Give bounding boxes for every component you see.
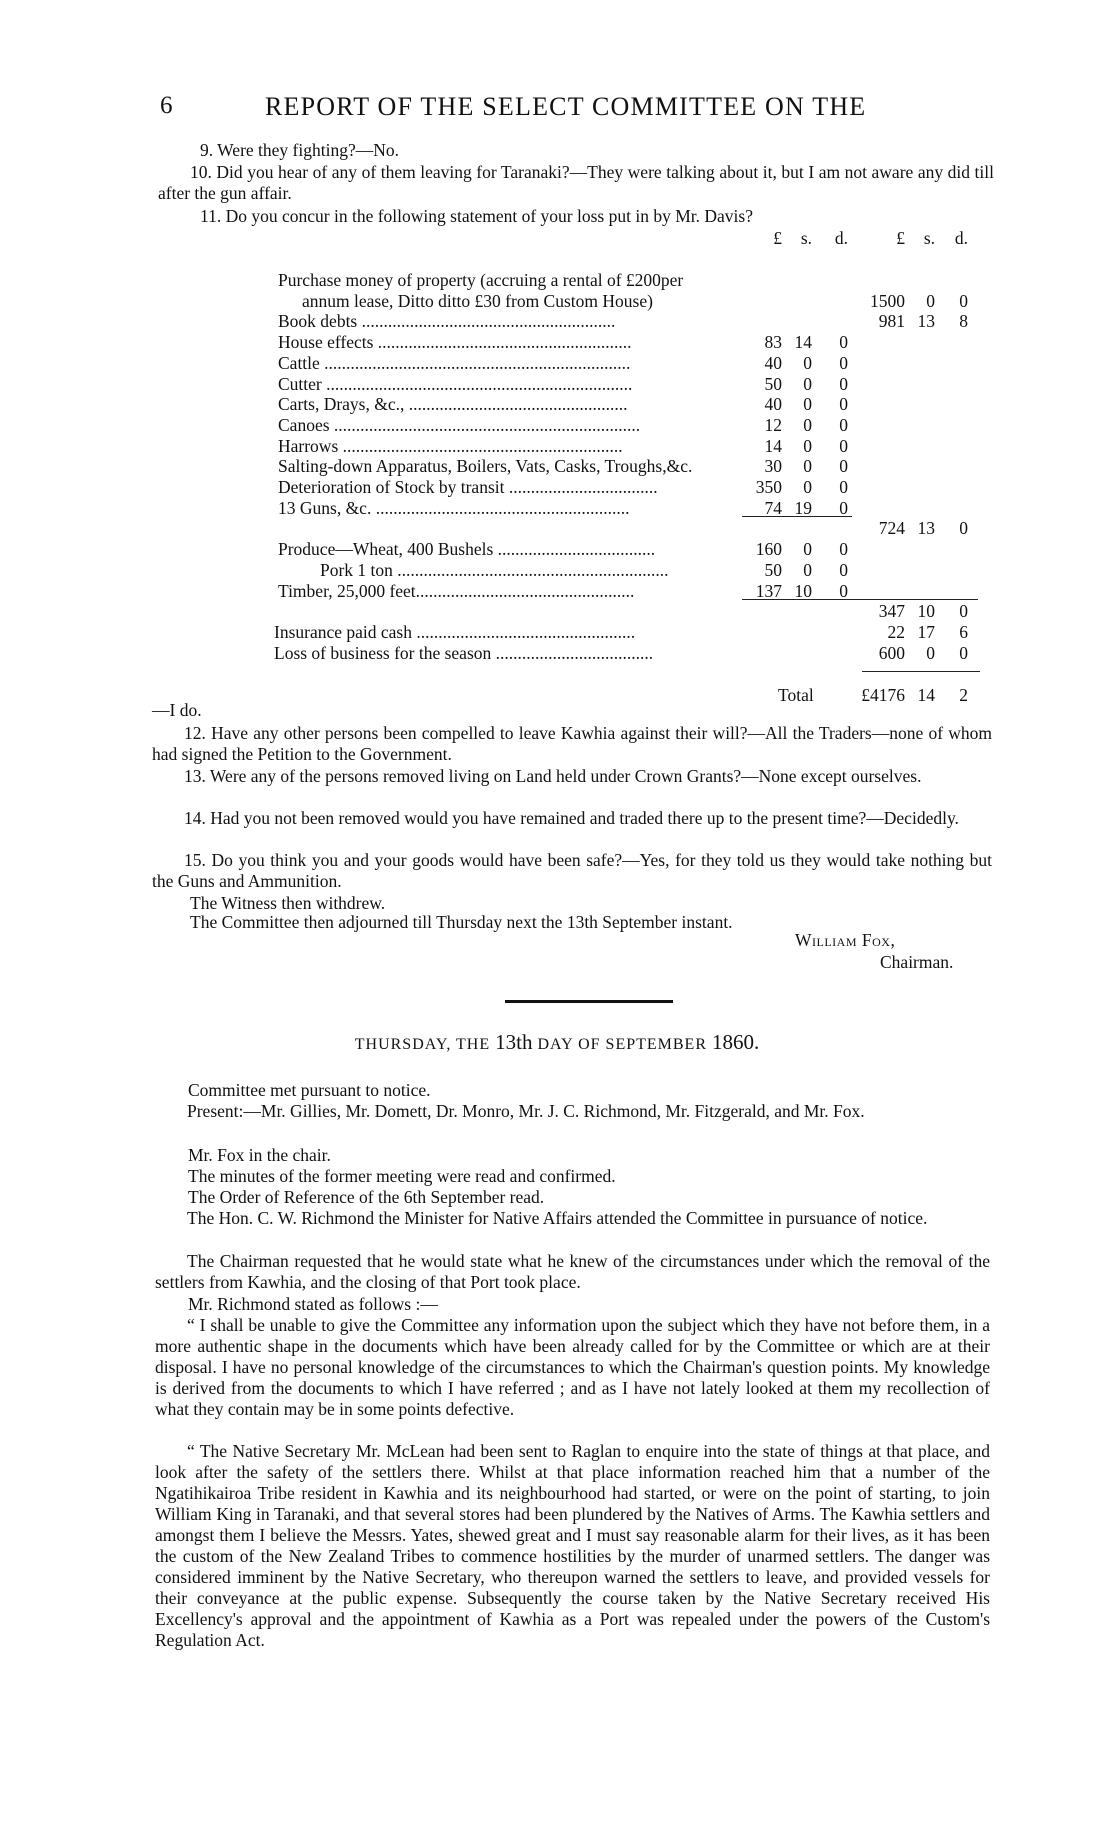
table-cell-amount: 0	[803, 456, 812, 477]
day-heading-year: 1860.	[712, 1030, 760, 1054]
table-cell-subtotal: 981	[878, 311, 905, 332]
minutes-line: The Order of Reference of the 6th September read.	[188, 1187, 545, 1207]
table-cell-amount: 74	[764, 497, 782, 518]
table-cell-subtotal: 10	[917, 601, 935, 622]
table-cell-subtotal: 1500	[870, 290, 905, 311]
table-cell-amount: 0	[803, 559, 812, 580]
table-cell-amount: 0	[839, 373, 848, 394]
table-cell-amount: 50	[764, 559, 782, 580]
table-cell-subtotal: 6	[959, 621, 968, 642]
table-cell-amount: 0	[803, 477, 812, 497]
section-separator	[505, 1000, 673, 1003]
table-total-value: £4176	[861, 685, 905, 706]
page-title: REPORT OF THE SELECT COMMITTEE ON THE	[265, 92, 867, 121]
table-rule	[742, 599, 978, 600]
table-cell-subtotal: 0	[926, 642, 935, 663]
table-cell-subtotal: 0	[959, 290, 968, 311]
table-cell-amount: 0	[803, 414, 812, 435]
question-10: 10. Did you hear of any of them leaving for Taranaki?—They were talking about it, but I am not aware any did till after the gun affair.	[158, 162, 994, 203]
table-cell-amount: 12	[764, 414, 782, 435]
table-col-header: £	[773, 228, 782, 248]
table-cell-subtotal: 8	[959, 311, 968, 332]
table-cell-amount: 0	[839, 435, 848, 456]
table-rule	[862, 671, 980, 672]
table-rule	[742, 516, 852, 517]
table-cell-amount: 0	[839, 332, 848, 353]
minutes-line: The Hon. C. W. Richmond the Minister for Native Affairs attended the Committee in pursuance of notice.	[187, 1208, 928, 1228]
table-row-label: Harrows ................................................................	[278, 435, 623, 456]
table-cell-amount: 0	[839, 394, 848, 415]
day-heading-day: 13th	[495, 1030, 533, 1054]
table-total-label: Total	[778, 685, 814, 706]
table-row-label: Insurance paid cash ..................................................	[274, 621, 636, 642]
table-row-label: Produce—Wheat, 400 Bushels ....................................	[278, 539, 656, 560]
table-row-label: Cutter ......................................................................	[278, 373, 633, 394]
table-cell-amount: 0	[803, 373, 812, 394]
table-row-label: House effects ..........................................................	[278, 332, 632, 353]
adjournment-note: The Committee then adjourned till Thursday next the 13th September instant.	[190, 912, 733, 932]
table-total-value: 2	[959, 685, 968, 706]
table-row-label: Book debts ..........................................................	[278, 311, 616, 332]
chairman-title: Chairman.	[880, 952, 954, 972]
table-cell-amount: 0	[803, 352, 812, 373]
minutes-present: Present:—Mr. Gillies, Mr. Domett, Dr. Monro, Mr. J. C. Richmond, Mr. Fitzgerald, and Mr. Fox.	[187, 1101, 865, 1121]
table-col-header: s.	[923, 228, 935, 248]
witness-withdrew: The Witness then withdrew.	[190, 893, 386, 913]
table-cell-subtotal: 0	[926, 290, 935, 311]
day-heading-middle: DAY OF SEPTEMBER	[537, 1036, 707, 1053]
chairman-name: William Fox,	[795, 930, 896, 950]
table-cell-amount: 350	[755, 477, 782, 497]
question-15: 15. Do you think you and your goods would have been safe?—Yes, for they told us they would take nothing but the Guns and Ammunition.	[152, 850, 992, 891]
table-cell-amount: 14	[764, 435, 782, 456]
table-cell-subtotal: 13	[917, 311, 935, 332]
table-total-value: 14	[917, 685, 935, 706]
table-col-header: d.	[954, 228, 968, 248]
table-cell-amount: 30	[764, 456, 782, 477]
table-row-label: Cattle ......................................................................	[278, 352, 631, 373]
table-cell-subtotal: 22	[887, 621, 905, 642]
table-cell-subtotal: 600	[878, 642, 905, 663]
table-cell-amount: 0	[803, 394, 812, 415]
day-heading-prefix: THURSDAY, THE	[354, 1036, 491, 1053]
table-cell-amount: 0	[839, 497, 848, 518]
table-row-label: Canoes ......................................................................	[278, 414, 641, 435]
table-cell-subtotal: 13	[917, 518, 935, 539]
table-cell-subtotal: 0	[959, 601, 968, 622]
table-col-header: s.	[800, 228, 812, 248]
table-cell-amount: 0	[803, 539, 812, 560]
table-col-header: £	[896, 228, 905, 248]
table-cell-amount: 14	[794, 332, 812, 353]
richmond-statement-1: “ I shall be unable to give the Committee any information upon the subject which they have not before them, in a more authentic shape in the documents which have been already called for by the Committee or which are at their disposal. I have no personal knowledge of the circumstances to which the Chairman's question points. My knowledge is derived from the documents to which I have referred ; and as I have not lately looked at them my recollection of what they contain may be in some points defective.	[155, 1315, 990, 1419]
table-row-label: Salting-down Apparatus, Boilers, Vats, Casks, Troughs,&c.	[278, 456, 693, 477]
table-cell-subtotal: 0	[959, 518, 968, 539]
table-cell-amount: 0	[839, 559, 848, 580]
answer-i-do: —I do.	[152, 700, 202, 720]
table-row-label: Carts, Drays, &c., ..................................................	[278, 394, 628, 415]
question-12: 12. Have any other persons been compelled to leave Kawhia against their will?—All the Traders—none of whom had signed the Petition to the Government.	[152, 723, 992, 764]
minutes-line: Committee met pursuant to notice.	[188, 1080, 431, 1100]
table-cell-amount: 50	[764, 373, 782, 394]
question-11: 11. Do you concur in the following statement of your loss put in by Mr. Davis?	[200, 206, 753, 226]
table-row-label: 13 Guns, &c. ..........................................................	[278, 497, 630, 518]
question-14: 14. Had you not been removed would you have remained and traded there up to the present time?—Decidedly.	[184, 808, 959, 828]
table-cell-subtotal: 0	[959, 642, 968, 663]
table-cell-amount: 0	[839, 477, 848, 497]
table-row-label: Loss of business for the season ....................................	[274, 642, 654, 663]
day-heading	[0, 1030, 1114, 1055]
table-cell-amount: 10	[794, 580, 812, 601]
table-cell-subtotal: 724	[878, 518, 905, 539]
minutes-line: Mr. Fox in the chair.	[188, 1145, 331, 1165]
table-cell-amount: 0	[839, 456, 848, 477]
table-cell-subtotal: 17	[917, 621, 935, 642]
table-row-label: Purchase money of property (accruing a rental of £200per	[278, 270, 684, 290]
table-cell-amount: 160	[755, 539, 782, 560]
question-13: 13. Were any of the persons removed living on Land held under Crown Grants?—None except ourselves.	[184, 766, 922, 786]
question-9: 9. Were they fighting?—No.	[200, 140, 399, 160]
table-cell-amount: 19	[794, 497, 812, 518]
table-cell-subtotal: 347	[878, 601, 905, 622]
minutes-line: The Chairman requested that he would state what he knew of the circumstances under which the removal of the settlers from Kawhia, and the closing of that Port took place.	[155, 1251, 990, 1292]
page-number: 6	[160, 92, 173, 119]
table-cell-amount: 0	[803, 435, 812, 456]
table-cell-amount: 40	[764, 394, 782, 415]
table-row-label: Timber, 25,000 feet..................................................	[278, 580, 635, 601]
richmond-statement-2: “ The Native Secretary Mr. McLean had been sent to Raglan to enquire into the state of things at that place, and look after the safety of the settlers there. Whilst at that place information reached him that a number of the Ngatihikairoa Tribe resident in Kawhia and its neighbourhood had started, or were on the point of starting, to join William King in Taranaki, and that several stores had been plundered by the Natives of Arms. The Kawhia settlers and amongst them I believe the Messrs. Yates, shewed great and I must say reasonable alarm for their lives, as it has been the custom of the New Zealand Tribes to commence hostilities by the murder of unarmed settlers. The danger was considered imminent by the Native Secretary, who thereupon warned the settlers to leave, and provided vessels for their conveyance at the public expense. Subsequently the course taken by the Native Secretary received His Excellency's approval and the appointment of Kawhia as a Port was repealed under the powers of the Custom's Regulation Act.	[155, 1441, 990, 1650]
table-cell-amount: 0	[839, 352, 848, 373]
table-cell-amount: 40	[764, 352, 782, 373]
table-cell-amount: 0	[839, 580, 848, 601]
minutes-line: Mr. Richmond stated as follows :—	[188, 1294, 438, 1314]
table-cell-amount: 83	[764, 332, 782, 353]
table-cell-amount: 0	[839, 414, 848, 435]
table-cell-amount: 0	[839, 539, 848, 560]
table-row-label: Deterioration of Stock by transit ..................................	[278, 477, 658, 497]
table-col-header: d.	[834, 228, 848, 248]
table-row-label: annum lease, Ditto ditto £30 from Custom House)	[302, 290, 653, 311]
table-cell-amount: 137	[755, 580, 782, 601]
table-row-label: Pork 1 ton ..............................................................	[320, 559, 669, 580]
minutes-line: The minutes of the former meeting were read and confirmed.	[188, 1166, 616, 1186]
